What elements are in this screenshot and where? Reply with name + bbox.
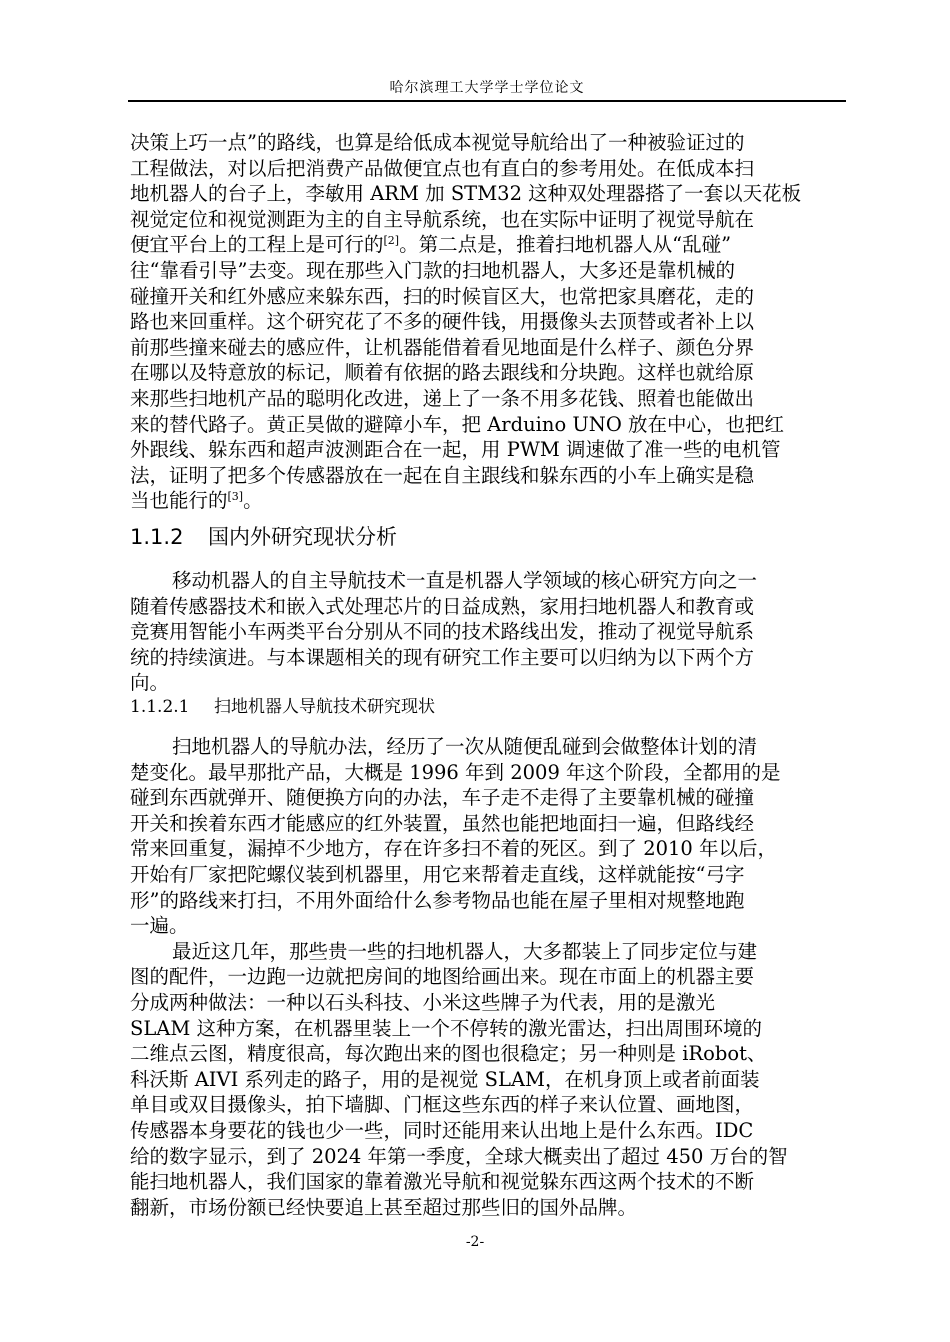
- text-line: 碰到东西就弹开、随便换方向的办法，车子走不走得了主要靠机械的碰撞: [130, 786, 755, 810]
- text-line: 工程做法，对以后把消费产品做便宜点也有直白的参考用处。在低成本扫: [130, 156, 755, 180]
- text-line: 给的数字显示，到了 2024 年第一季度，全球大概卖出了超过 450 万台的智: [130, 1144, 788, 1168]
- section-title: 国内外研究现状分析: [208, 525, 397, 549]
- running-header: 哈尔滨理工大学学士学位论文: [389, 80, 585, 96]
- text-line: 前那些撞来碰去的感应件，让机器能借着看见地面是什么样子、颜色分界: [130, 335, 755, 359]
- text-line: [130, 232, 848, 258]
- paragraph-intro: [130, 568, 848, 696]
- section-heading-1-1-2-1: [130, 695, 435, 719]
- text-span: 。第二点是，推着扫地机器人从“乱碰”: [399, 233, 732, 257]
- text-line: 地机器人的台子上，李敏用 ARM 加 STM32 这种双处理器搭了一套以天花板: [130, 182, 802, 206]
- text-line: SLAM 这种方案，在机器里装上一个不停转的激光雷达，扫出周围环境的: [130, 1016, 763, 1040]
- text-span: 。: [243, 489, 263, 513]
- section-number: 1.1.2.1: [130, 697, 190, 717]
- text-line: 传感器本身要花的钱也少一些，同时还能用来认出地上是什么东西。IDC: [130, 1118, 754, 1142]
- text-line: 楚变化。最早那批产品，大概是 1996 年到 2009 年这个阶段，全都用的是: [130, 760, 781, 784]
- text-line: 在哪以及特意放的标记，顺着有依据的路去跟线和分块跑。这样也就给原: [130, 361, 755, 385]
- text-line: 视觉定位和视觉测距为主的自主导航系统，也在实际中证明了视觉导航在: [130, 207, 755, 231]
- paragraph-continued: [130, 130, 848, 514]
- text-line: 竞赛用智能小车两类平台分别从不同的技术路线出发，推动了视觉导航系: [130, 620, 755, 644]
- text-line: 来的替代路子。黄正昊做的避障小车，把 Arduino UNO 放在中心，也把红: [130, 412, 785, 436]
- text-line: 翻新，市场份额已经快要追上甚至超过那些旧的国外品牌。: [130, 1195, 638, 1219]
- text-line: 扫地机器人的导航办法，经历了一次从随便乱碰到会做整体计划的清: [172, 735, 758, 758]
- text-line: 移动机器人的自主导航技术一直是机器人学领域的核心研究方向之一: [172, 569, 758, 592]
- section-heading-1-1-2: [130, 523, 397, 551]
- paragraph-navigation-history: [130, 734, 848, 1220]
- text-line: 最近这几年，那些贵一些的扫地机器人，大多都装上了同步定位与建: [172, 939, 758, 963]
- text-line: 来那些扫地机产品的聪明化改进，递上了一条不用多花钱、照着也能做出: [130, 386, 755, 410]
- text-line: 法，证明了把多个传感器放在一起在自主跟线和躲东西的小车上确实是稳: [130, 463, 755, 487]
- text-line: 开关和挨着东西才能感应的红外装置，虽然也能把地面扫一遍，但路线经: [130, 811, 755, 835]
- text-line: 二维点云图，精度很高，每次跑出来的图也很稳定；另一种则是 iRobot、: [130, 1042, 767, 1066]
- text-line: 统的持续演进。与本课题相关的现有研究工作主要可以归纳为以下两个方: [130, 645, 755, 669]
- text-span: 当也能行的: [130, 489, 228, 513]
- text-line: 决策上巧一点”的路线，也算是给低成本视觉导航给出了一种被验证过的: [130, 131, 745, 154]
- header-rule: [128, 100, 846, 102]
- text-line: 路也来回重样。这个研究花了不多的硬件钱，用摄像头去顶替或者补上以: [130, 310, 755, 334]
- text-line: 图的配件，一边跑一边就把房间的地图给画出来。现在市面上的机器主要: [130, 965, 755, 989]
- text-line: 科沃斯 AIVI 系列走的路子，用的是视觉 SLAM，在机身顶上或者前面装: [130, 1067, 760, 1091]
- text-line: [130, 488, 848, 514]
- text-line: 往“靠看引导”去变。现在那些入门款的扫地机器人，大多还是靠机械的: [130, 258, 735, 282]
- page-number: -2-: [465, 1234, 485, 1250]
- citation-ref: [3]: [227, 490, 244, 504]
- citation-ref: [2]: [383, 234, 400, 248]
- text-line: 随着传感器技术和嵌入式处理芯片的日益成熟，家用扫地机器人和教育或: [130, 594, 755, 618]
- text-line: 常来回重复，漏掉不少地方，存在许多扫不着的死区。到了 2010 年以后，: [130, 837, 778, 861]
- text-line: 分成两种做法：一种以石头科技、小米这些牌子为代表，用的是激光: [130, 990, 716, 1014]
- text-line: 外跟线、躲东西和超声波测距合在一起，用 PWM 调速做了准一些的电机管: [130, 438, 781, 462]
- text-line: 开始有厂家把陀螺仪装到机器里，用它来帮着走直线，这样就能按“弓字: [130, 862, 745, 886]
- text-line: 向。: [130, 671, 170, 695]
- text-line: 碰撞开关和红外感应来躲东西，扫的时候盲区大，也常把家具磨花，走的: [130, 284, 755, 308]
- text-line: 能扫地机器人，我们国家的靠着激光导航和视觉躲东西这两个技术的不断: [130, 1170, 755, 1194]
- text-line: 一遍。: [130, 914, 189, 938]
- section-number: 1.1.2: [130, 525, 184, 549]
- section-title: 扫地机器人导航技术研究现状: [214, 697, 435, 717]
- text-line: 形”的路线来打扫，不用外面给什么参考物品也能在屋子里相对规整地跑: [130, 888, 745, 912]
- text-line: 单目或双目摄像头，拍下墙脚、门框这些东西的样子来认位置、画地图，: [130, 1093, 755, 1117]
- text-span: 便宜平台上的工程上是可行的: [130, 233, 384, 257]
